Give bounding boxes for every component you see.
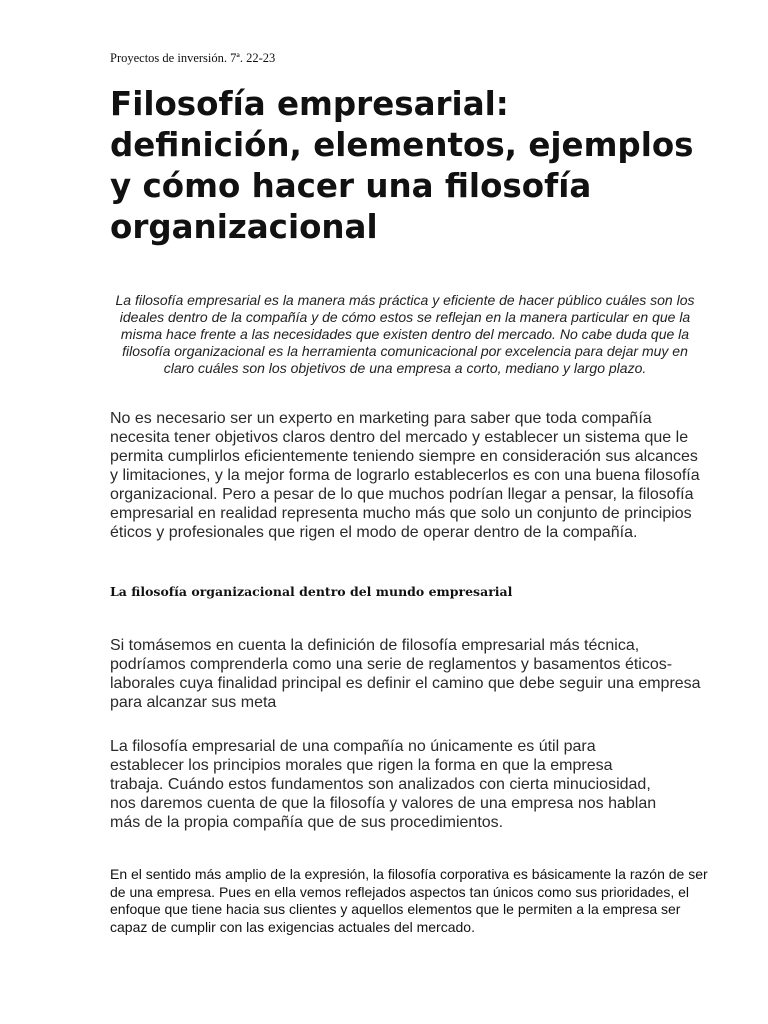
section-subheading: La filosofía organizacional dentro del mundo empresarial (110, 584, 513, 599)
page-header: Proyectos de inversión. 7ª. 22-23 (110, 51, 276, 65)
document-title: Filosofía empresarial: definición, elementos, ejemplos y cómo hacer una filosofía organizacional (110, 85, 694, 246)
body-paragraph-3: La filosofía empresarial de una compañía no únicamente es útil para establecer los principios morales que rigen la forma en que la empresa trabaja. Cuándo estos fundamentos son analizados con cierta minuciosidad, nos daremos cuenta de que la filosofía y valores de una empresa nos hablan más de la propia compañía que de sus procedimientos. (110, 738, 657, 831)
body-paragraph-2: Si tomásemos en cuenta la definición de filosofía empresarial más técnica, podríamos comprenderla como una serie de reglamentos y basamentos éticos-laborales cuya finalidad principal es definir el camino que debe seguir una empresa para alcanzar sus meta (110, 637, 701, 711)
body-paragraph-4: En el sentido más amplio de la expresión, la filosofía corporativa es básicamente la razón de ser de una empresa. Pues en ella vemos reflejados aspectos tan únicos como sus prioridades, el enfoque que tiene hacia sus clientes y aquellos elementos que le permiten a la empresa ser capaz de cumplir con las exigencias actuales del mercado. (110, 866, 708, 935)
body-paragraph-1: No es necesario ser un experto en marketing para saber que toda compañía necesita tener objetivos claros dentro del mercado y establecer un sistema que le permita cumplirlos eficientemente teniendo siempre en consideración sus alcances y limitaciones, y la mejor forma de lograrlo establecerlos es con una buena filosofía organizacional. Pero a pesar de lo que muchos podrían llegar a pensar, la filosofía empresarial en realidad representa mucho más que solo un conjunto de principios éticos y profesionales que rigen el modo de operar dentro de la compañía. (110, 410, 700, 541)
intro-paragraph: La filosofía empresarial es la manera más práctica y eficiente de hacer público cuáles son los ideales dentro de la compañía y de cómo estos se reflejan en la manera particular en que la misma hace frente a las necesidades que existen dentro del mercado. No cabe duda que la filosofía organizacional es la herramienta comunicacional por excelencia para dejar muy en claro cuáles son los objetivos de una empresa a corto, mediano y largo plazo. (115, 292, 695, 376)
